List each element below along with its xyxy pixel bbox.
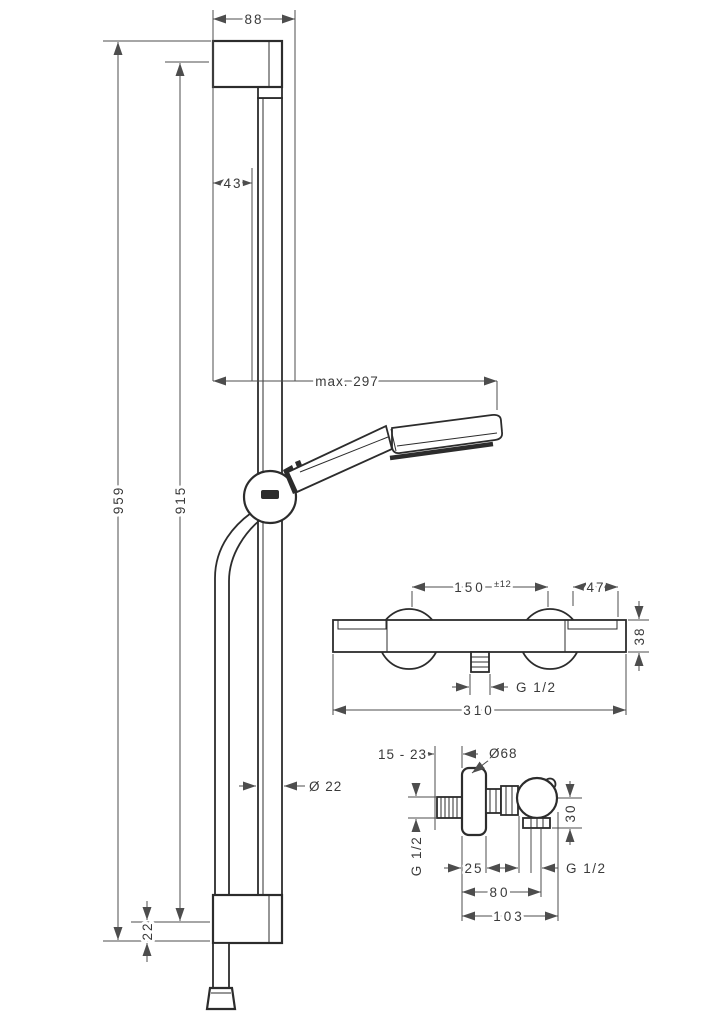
valve-bottom-outlet — [523, 818, 550, 828]
dim-pipe-centers — [412, 579, 548, 607]
dim-g12-inlet-label: G 1/2 — [409, 835, 424, 877]
dim-25-label: 25 — [464, 861, 484, 876]
hose-lower-tube — [213, 943, 229, 988]
dim-15-23-label: 15 - 23 — [377, 747, 427, 762]
dim-o22-label: Ø 22 — [309, 779, 343, 794]
dim-o68-label: Ø68 — [489, 746, 518, 761]
dim-rail-height — [131, 62, 210, 922]
shower-rail — [213, 41, 282, 895]
top-wall-bracket — [213, 41, 282, 87]
valve-connector-nuts — [486, 786, 518, 815]
shower-hose — [215, 513, 260, 895]
bottom-wall-bracket — [207, 895, 282, 1009]
dim-310-label: 310 — [463, 703, 495, 718]
dim-bottom-clearance — [140, 901, 155, 962]
dim-88-label: 88 — [244, 12, 264, 27]
dim-38-label: 38 — [632, 626, 647, 646]
dim-escutcheon-depth — [444, 861, 518, 876]
dim-150-tolerance: ±12 — [494, 579, 512, 590]
valve-handle — [517, 778, 557, 818]
holder-release-button — [261, 490, 279, 499]
dim-overall-depth — [462, 909, 558, 924]
thermostatic-mixer — [333, 579, 649, 718]
dim-max297-label: max. 297 — [315, 374, 379, 389]
dim-rail-diameter — [239, 779, 342, 794]
valve-escutcheon — [462, 768, 486, 835]
mixer-outlet-nipple — [471, 652, 489, 672]
shower-rail-set — [103, 10, 502, 1009]
dim-43-label: 43 — [223, 176, 243, 191]
dim-end-width — [573, 580, 618, 617]
mixer-body — [333, 620, 626, 652]
hose-conical-nut — [207, 988, 235, 1009]
dim-22-label: 22 — [140, 921, 155, 941]
dim-mixer-outlet-thread — [452, 674, 557, 695]
dim-outlet-offset — [462, 885, 541, 900]
valve-inlet-nipple — [437, 797, 462, 818]
dim-outlet-thread — [542, 861, 607, 876]
rail-top-connector — [258, 87, 282, 98]
dim-915-label: 915 — [173, 485, 188, 515]
dim-g12-outlet-label: G 1/2 — [566, 861, 607, 876]
dim-80-label: 80 — [489, 885, 511, 900]
hand-shower — [283, 415, 502, 494]
hand-shower-handle — [288, 426, 392, 492]
dim-holder-offset — [213, 168, 252, 381]
dim-g12-mixer-label: G 1/2 — [516, 680, 557, 695]
dim-body-depth — [628, 601, 649, 671]
dim-max-projection — [213, 374, 497, 410]
dim-103-label: 103 — [493, 909, 525, 924]
shut-off-valve — [378, 746, 607, 924]
dim-150-label: 150 — [454, 580, 486, 595]
dim-overall-height — [103, 41, 211, 941]
dim-30-label: 30 — [563, 803, 578, 823]
dim-959-label: 959 — [111, 485, 126, 515]
dim-47-label: 47 — [586, 580, 606, 595]
dim-inlet-thread — [408, 783, 437, 876]
